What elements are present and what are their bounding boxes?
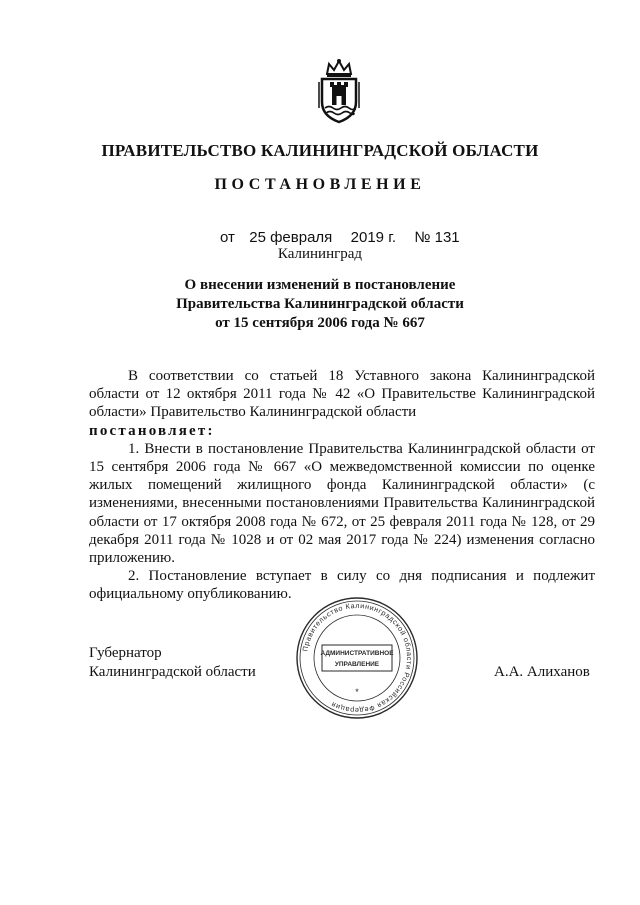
- signer-name: А.А. Алиханов: [494, 664, 590, 680]
- subject-line: Правительства Калининградской области: [176, 296, 464, 312]
- stamp-ring-text: Правительство Калининградской области Российская Федерация: [300, 600, 415, 716]
- signer-position-line: Калининградской области: [89, 664, 256, 680]
- date-prefix: от: [220, 229, 235, 246]
- subject-line: от 15 сентября 2006 года № 667: [215, 315, 425, 331]
- item-paragraph: 1. Внести в постановление Правительства Калининградской области от 15 сентября 2006 года № 667 «О межведомственной комиссии по оценке жилых помещений жилищного фонда Калининградской области» (с изменениями, внесенными постановлениями Правительства Калининградской области от 17 октября 2008 года № 672, от 25 февраля 2011 года № 128, от 29 декабря 2011 года № 1028 и от 02 мая 2017 года № 224) изменения согласно приложению.: [89, 440, 595, 567]
- document-year: 2019 г.: [350, 229, 397, 246]
- stamp-center-line: УПРАВЛЕНИЕ: [334, 661, 380, 668]
- stamp-center-line: АДМИНИСТРАТИВНОЕ: [320, 650, 394, 657]
- government-title: ПРАВИТЕЛЬСТВО КАЛИНИНГРАДСКОЙ ОБЛАСТИ: [101, 141, 539, 160]
- document-number: № 131: [414, 229, 460, 246]
- item-paragraph: 2. Постановление вступает в силу со дня подписания и подлежит официальному опубликованию.: [89, 568, 595, 603]
- signer-position-line: Губернатор: [89, 645, 162, 661]
- document-city: Калининград: [277, 246, 363, 262]
- coat-of-arms-icon: [317, 58, 361, 124]
- preamble-paragraph: В соответствии со статьей 18 Уставного закона Калининградской области от 12 октября 2011 года № 42 «О Правительстве Калининградской области» Правительство Калининградской области: [89, 368, 595, 421]
- document-date: 25 февраля: [249, 229, 333, 246]
- svg-text:Правительство Калининградской: [300, 601, 414, 715]
- official-stamp: [294, 595, 420, 721]
- stamp-star-mark: *: [355, 687, 359, 697]
- document-subject: [0, 276, 640, 333]
- subject-line: О внесении изменений в постановление: [184, 277, 456, 293]
- signer-position: [89, 644, 256, 682]
- decree-word: постановляет:: [89, 422, 215, 439]
- document-body: [89, 367, 595, 604]
- document-date-line: [220, 229, 460, 246]
- document-type: ПОСТАНОВЛЕНИЕ: [214, 176, 426, 193]
